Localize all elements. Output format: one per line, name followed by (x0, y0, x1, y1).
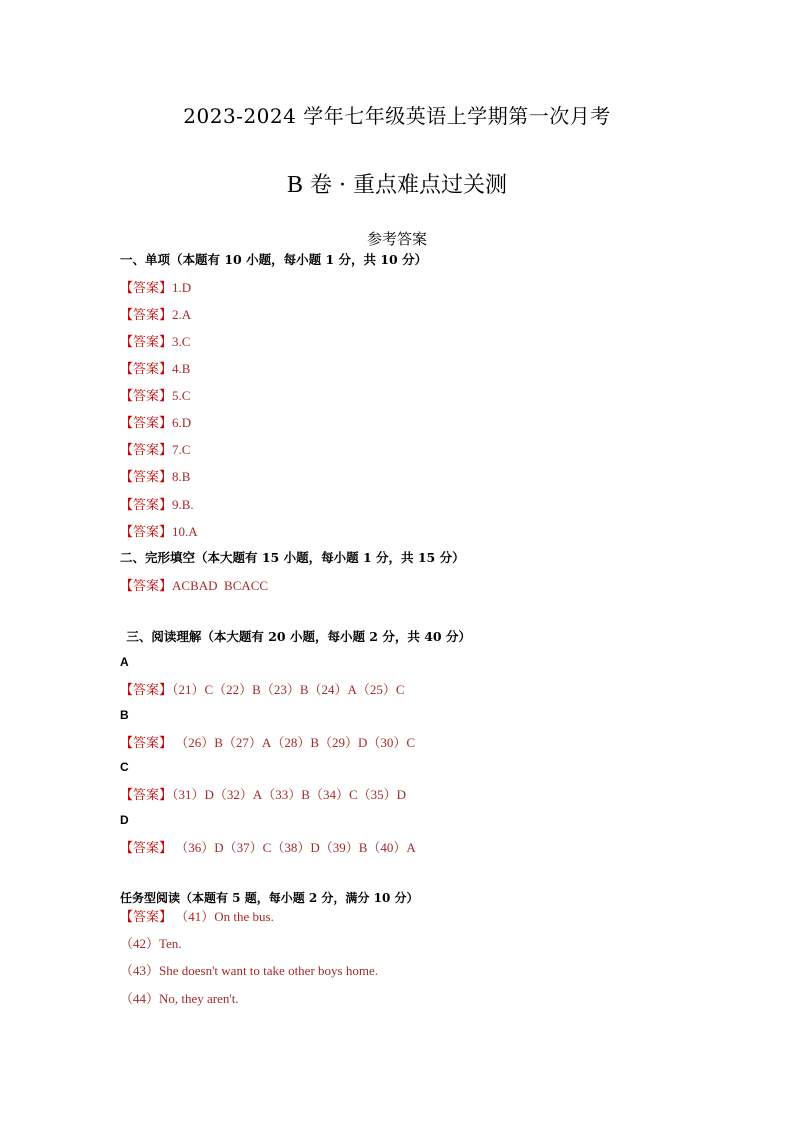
answer-value: （36）D（37）C（38）D（39）B（40）A (172, 840, 416, 855)
answer-row (120, 466, 190, 485)
answer-row (120, 277, 191, 296)
passage-label: C (120, 760, 129, 774)
answer-row (120, 494, 194, 513)
section-4-heading: 任务型阅读（本题有 5 题，每小题 2 分，满分 10 分） (120, 891, 419, 905)
answer-value: （21）C（22）B（23）B（24）A（25）C (172, 682, 405, 697)
answer-value: 10.A (172, 524, 198, 539)
subtitle-text: 卷 · 重点难点过关测 (303, 173, 507, 198)
document-subtitle (0, 168, 794, 199)
answer-value: 5.C (172, 388, 191, 403)
answer-tag: 【答案】 (120, 579, 173, 594)
answer-tag: 【答案】 (120, 910, 173, 925)
answer-row (120, 385, 190, 404)
answer-row (120, 784, 406, 803)
answer-row (120, 575, 268, 594)
passage-label: B (120, 708, 129, 722)
answer-tag: 【答案】 (120, 525, 173, 540)
answer-line: （42）Ten. (120, 936, 182, 951)
answer-tag: 【答案】 (120, 470, 173, 485)
answer-tag: 【答案】 (120, 389, 173, 404)
answer-tag: 【答案】 (120, 335, 173, 350)
answer-value: 3.C (172, 334, 191, 349)
passage-label: D (120, 813, 129, 827)
answer-value: （41）On the bus. (172, 909, 274, 924)
answer-tag: 【答案】 (120, 281, 173, 296)
answer-tag: 【答案】 (120, 362, 173, 377)
passage-label: A (120, 655, 129, 669)
answer-row (120, 358, 190, 377)
answer-value: 9.B. (172, 497, 194, 512)
answer-row (120, 732, 415, 751)
answer-tag: 【答案】 (120, 416, 173, 431)
section-1-heading: 一、单项（本题有 10 小题，每小题 1 分，共 10 分） (120, 252, 428, 267)
answer-row (120, 412, 191, 431)
answer-tag: 【答案】 (120, 788, 173, 803)
answer-value: （31）D（32）A（33）B（34）C（35）D (172, 787, 407, 802)
answer-line: （43）She doesn't want to take other boys home. (120, 963, 378, 978)
subtitle-volume-letter: B (287, 172, 304, 198)
section-2-heading: 二、完形填空（本大题有 15 小题，每小题 1 分，共 15 分） (120, 550, 465, 565)
answer-value: 8.B (172, 469, 191, 484)
answer-tag: 【答案】 (120, 308, 173, 323)
answer-row (120, 837, 416, 856)
answer-row (120, 331, 190, 350)
document-title: 2023-2024 学年七年级英语上学期第一次月考 (183, 104, 611, 128)
answer-tag: 【答案】 (120, 841, 173, 856)
answer-row (120, 679, 405, 698)
answer-value: ACBAD BCACC (172, 578, 269, 593)
answer-value: 6.D (172, 415, 192, 430)
section-3-heading: 三、阅读理解（本大题有 20 小题，每小题 2 分，共 40 分） (122, 629, 471, 644)
answer-value: 4.B (172, 361, 191, 376)
answer-key-heading: 参考答案 (366, 230, 427, 248)
answer-tag: 【答案】 (120, 683, 173, 698)
answer-value: 2.A (172, 307, 192, 322)
answer-value: 1.D (172, 280, 192, 295)
answer-tag: 【答案】 (120, 443, 173, 458)
answer-row (120, 304, 191, 323)
answer-tag: 【答案】 (120, 736, 173, 751)
answer-row (120, 521, 198, 540)
answer-line: （44）No, they aren't. (120, 991, 239, 1006)
answer-value: （26）B（27）A（28）B（29）D（30）C (172, 735, 416, 750)
answer-row (120, 439, 190, 458)
answer-row (120, 906, 274, 925)
answer-tag: 【答案】 (120, 498, 173, 513)
answer-value: 7.C (172, 442, 191, 457)
